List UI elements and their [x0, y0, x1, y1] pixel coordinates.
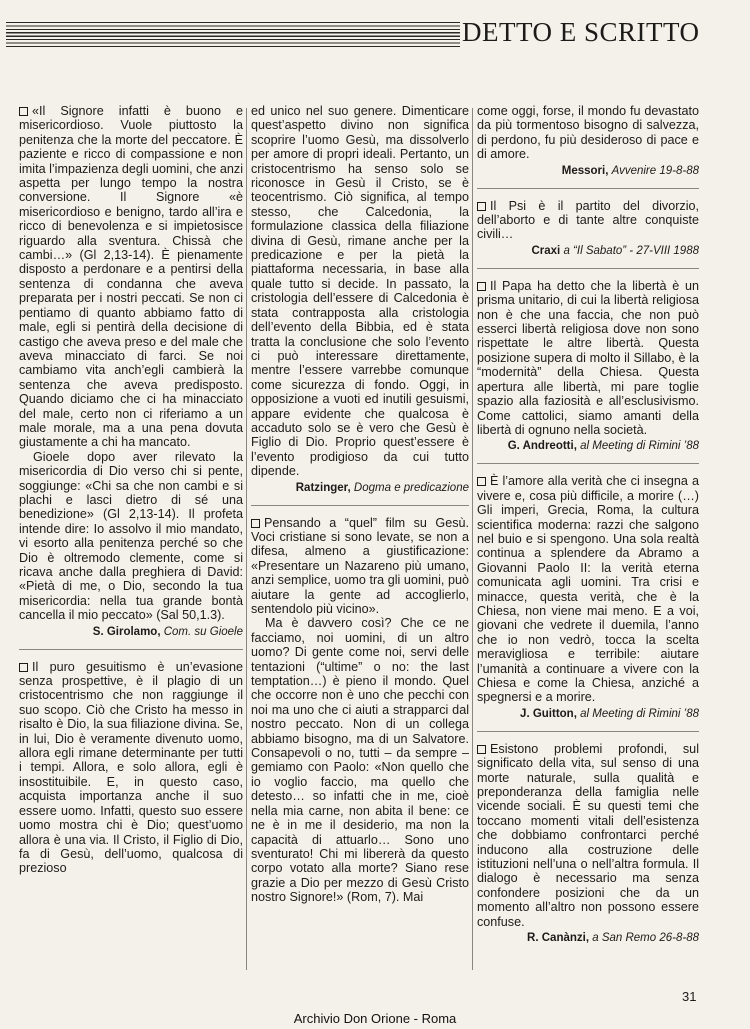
column-3	[477, 104, 699, 955]
quote-source: Ratzinger, Dogma e predicazione	[295, 481, 469, 494]
column-1	[19, 104, 243, 878]
quote-paragraph: Il Papa ha detto che la libertà è un prisma unitario, di cui la libertà religiosa non è che una faccia, che non può esserci libertà religiosa dove non sono rispettate le altre libertà. Questa posizione supera di molto il Sillabo, è la “modernità” della Chiesa. Questa apertura alle libertà, mi pare toglie spazio alla faziosità e all’esclusivismo. Come cattolici, siamo amanti della libertà di ognuno nella società.	[477, 278, 699, 437]
quote-block	[477, 279, 699, 437]
separator	[251, 505, 469, 506]
section-header	[0, 16, 750, 48]
checkbox-bullet-icon	[251, 519, 260, 528]
quote-paragraph: come oggi, forse, il mondo fu devastato da più tormentoso bisogno di salvezza, di perdono, fu più desideroso di pace e di amore.	[477, 104, 699, 162]
checkbox-bullet-icon	[19, 107, 28, 116]
quote-source: Messori, Avvenire 19-8-88	[561, 164, 699, 177]
quote-paragraph: Pensando a “quel” film su Gesù. Voci cristiane si sono levate, se non a difesa, almeno a giustificazione: «Presentare un Nazareno più umano, anzi semplice, uomo tra gli uomini, può aiutare la gente ad accoglierlo, sentendolo più vicino».	[251, 515, 469, 616]
quote-block	[477, 104, 699, 162]
section-title: DETTO E SCRITTO	[462, 17, 700, 47]
quote-source: R. Canànzi, a San Remo 26-8-88	[527, 932, 699, 945]
quote-block	[19, 660, 243, 876]
quote-paragraph: È l’amore alla verità che ci insegna a vivere e, cosa più difficile, a morire (…) Gli imperi, Grecia, Roma, la cultura scientifica moderna: razzi che salgono nel buio e si spengono. Una sola realtà continua a splendere da Abramo a Giovanni Paolo II: la verità eterna comunicata agli uomini. Tra crisi e minacce, questa verità, che è la Chiesa, non viene mai meno. E a voi, giovani che vedrete il duemila, l’anno che io non vedrò, tocca la scelta meravigliosa e terribile: aiutare l’umanità a continuare a vivere con la Chiesa e come la Chiesa, anziché a spegnersi e a morire.	[477, 474, 699, 705]
separator	[477, 731, 699, 732]
column-2	[251, 104, 469, 907]
quote-block	[477, 742, 699, 929]
quote-paragraph: Ma è davvero così? Che ce ne facciamo, noi uomini, di un altro uomo? Di gente come noi, servi delle tentazioni (“ultime” o no: the last temptation…) è pieno il mondo. Quel che occorre non è uno che pecchi con noi ma uno che ci aiuti a strapparci dal nostro peccato. Non di un collega abbiamo bisogno, ma di un Salvatore. Consapevoli o no, tutti – da sempre – gemiamo con Paolo: «Non quello che io voglio faccio, ma quello che detesto… so infatti che in me, cioè nella mia carne, non abita il bene: ce ne è in me il desiderio, ma non la capacità di attuarlo… Sono uno sventurato! Chi mi libererà da questo corpo votato alla morte? Siano rese grazie a Dio per mezzo di Gesù Cristo nostro Signore!» (Rom, 7). Mai	[251, 616, 469, 905]
page-number: 31	[682, 989, 697, 1004]
separator	[477, 463, 699, 464]
quote-source: G. Andreotti, al Meeting di Rimini ’88	[507, 440, 699, 453]
archive-footer: Archivio Don Orione - Roma	[293, 1011, 457, 1026]
column-divider	[246, 108, 247, 970]
separator	[477, 268, 699, 269]
quote-block	[251, 516, 469, 905]
quote-source: S. Girolamo, Com. su Gioele	[92, 625, 243, 638]
quote-paragraph: ed unico nel suo genere. Dimenticare quest’aspetto divino non significa scoprire l’uomo Gesù, ma dissolverlo per amore di propri ideali. Pertanto, un cristocentrismo ha senso solo se riconosce in Gesù il Cristo, se è teocentrismo. Ciò significa, al tempo stesso, che Calcedonia, la formulazione classica della filiazione divina di Gesù, rimane anche per la predicazione e per la pietà la piattaforma necessaria, in base alla quale tutto si decide. In passato, la cristologia dell’essere di Calcedonia è stata contrapposta alla cristologia dell’evento della Bibbia, ed è stata tratta la conclusione che solo l’evento ci può interessare direttamente, mentre l’essere varrebbe comunque come sicurezza di fondo. Oggi, in opposizione a vuoti ed inutili gesuismi, appare evidente che qualcosa è accaduto solo se è vero che Gesù è Figlio di Dio. Proprio quest’essere è l’evento prodigioso da cui tutto dipende.	[251, 104, 469, 479]
column-divider	[472, 108, 473, 970]
checkbox-bullet-icon	[477, 282, 486, 291]
checkbox-bullet-icon	[477, 202, 486, 211]
checkbox-bullet-icon	[477, 477, 486, 486]
quote-source: J. Guitton, al Meeting di Rimini ’88	[520, 707, 699, 720]
quote-block	[19, 104, 243, 623]
separator	[477, 188, 699, 189]
quote-block	[477, 199, 699, 242]
quote-block	[251, 104, 469, 479]
quote-paragraph: Esistono problemi profondi, sul significato della vita, sul senso di una morte naturale, sulla qualità e preponderanza della famiglia nelle vicende sociali. È su questi temi che toccano momenti vitali dell’esistenza che dobbiamo confrontarci perché inducono alla costruzione delle istituzioni nell’una o nell’altra formula. Il dialogo è necessario ma senza confondere posizioni che da un momento all’altro non possono essere confuse.	[477, 741, 699, 929]
quote-source: Craxi a “Il Sabato” - 27-VIII 1988	[531, 244, 699, 257]
header-rules	[6, 22, 460, 48]
quote-paragraph: Gioele dopo aver rilevato la misericordia di Dio verso chi si pente, soggiunge: «Chi sa che non cambi e si plachi e lasci dietro di sé una benedizione» (Gl 2,13-14). Il profeta intende dire: Io assolvo il mio mandato, vi esorto alla penitenza perché so che Dio è oltremodo clemente, come si ricava anche dalla preghiera di David: «Pietà di me, o Dio, secondo la tua misericordia: nella tua grande bontà cancella il mio peccato» (Sal 50,1.3).	[19, 449, 243, 623]
quote-paragraph: Il Psi è il partito del divorzio, dell’aborto e di tante altre conquiste civili…	[477, 198, 699, 242]
quote-paragraph: «Il Signore infatti è buono e misericordioso. Vuole piuttosto la penitenza che la morte del peccatore. È paziente e ricco di compassione e non imita l’impazienza degli uomini, che anzi aspetta per lungo tempo la nostra conversione. Il Signore «è misericordioso e benigno, tardo all’ira e ricco di benevolenza e si impietosisce riguardo alla sventura. Chissà che cambi…» (Gl 2,13-14). È pienamente disposto a perdonare e a pentirsi della sentenza di condanna che aveva preparata per i nostri peccati. Se non ci pentiamo di quanto abbiamo fatto di male, egli si pentirà della decisione di castigo che aveva preso e del male che aveva minacciato di farci. Se noi cambiamo vita anch’egli cambierà la sentenza che aveva predisposto. Quando diciamo che ci ha minacciato del male, certo non ci riferiamo a un male morale, ma a una pena dovuta giustamente a chi ha mancato.	[19, 104, 243, 450]
separator	[19, 649, 243, 650]
quote-block	[477, 474, 699, 705]
checkbox-bullet-icon	[19, 663, 28, 672]
checkbox-bullet-icon	[477, 745, 486, 754]
quote-paragraph: Il puro gesuitismo è un’evasione senza prospettive, è il plagio di un cristocentrismo che non raggiunge il suo scopo. Ciò che Cristo ha messo in risalto è Dio, la sua filiazione divina. Se, in lui, Dio è veramente divenuto uomo, allora egli rimane determinante per tutti i tempi. Allora, e solo allora, egli è insostituibile. E, in questo caso, acquista importanza anche il suo essere uomo. Infatti, questo suo essere uomo mostra chi è Dio; quest’uomo allora è una via. Il Cristo, il Figlio di Dio, fa di Gesù, dell’uomo, qualcosa di prezioso	[19, 659, 243, 876]
